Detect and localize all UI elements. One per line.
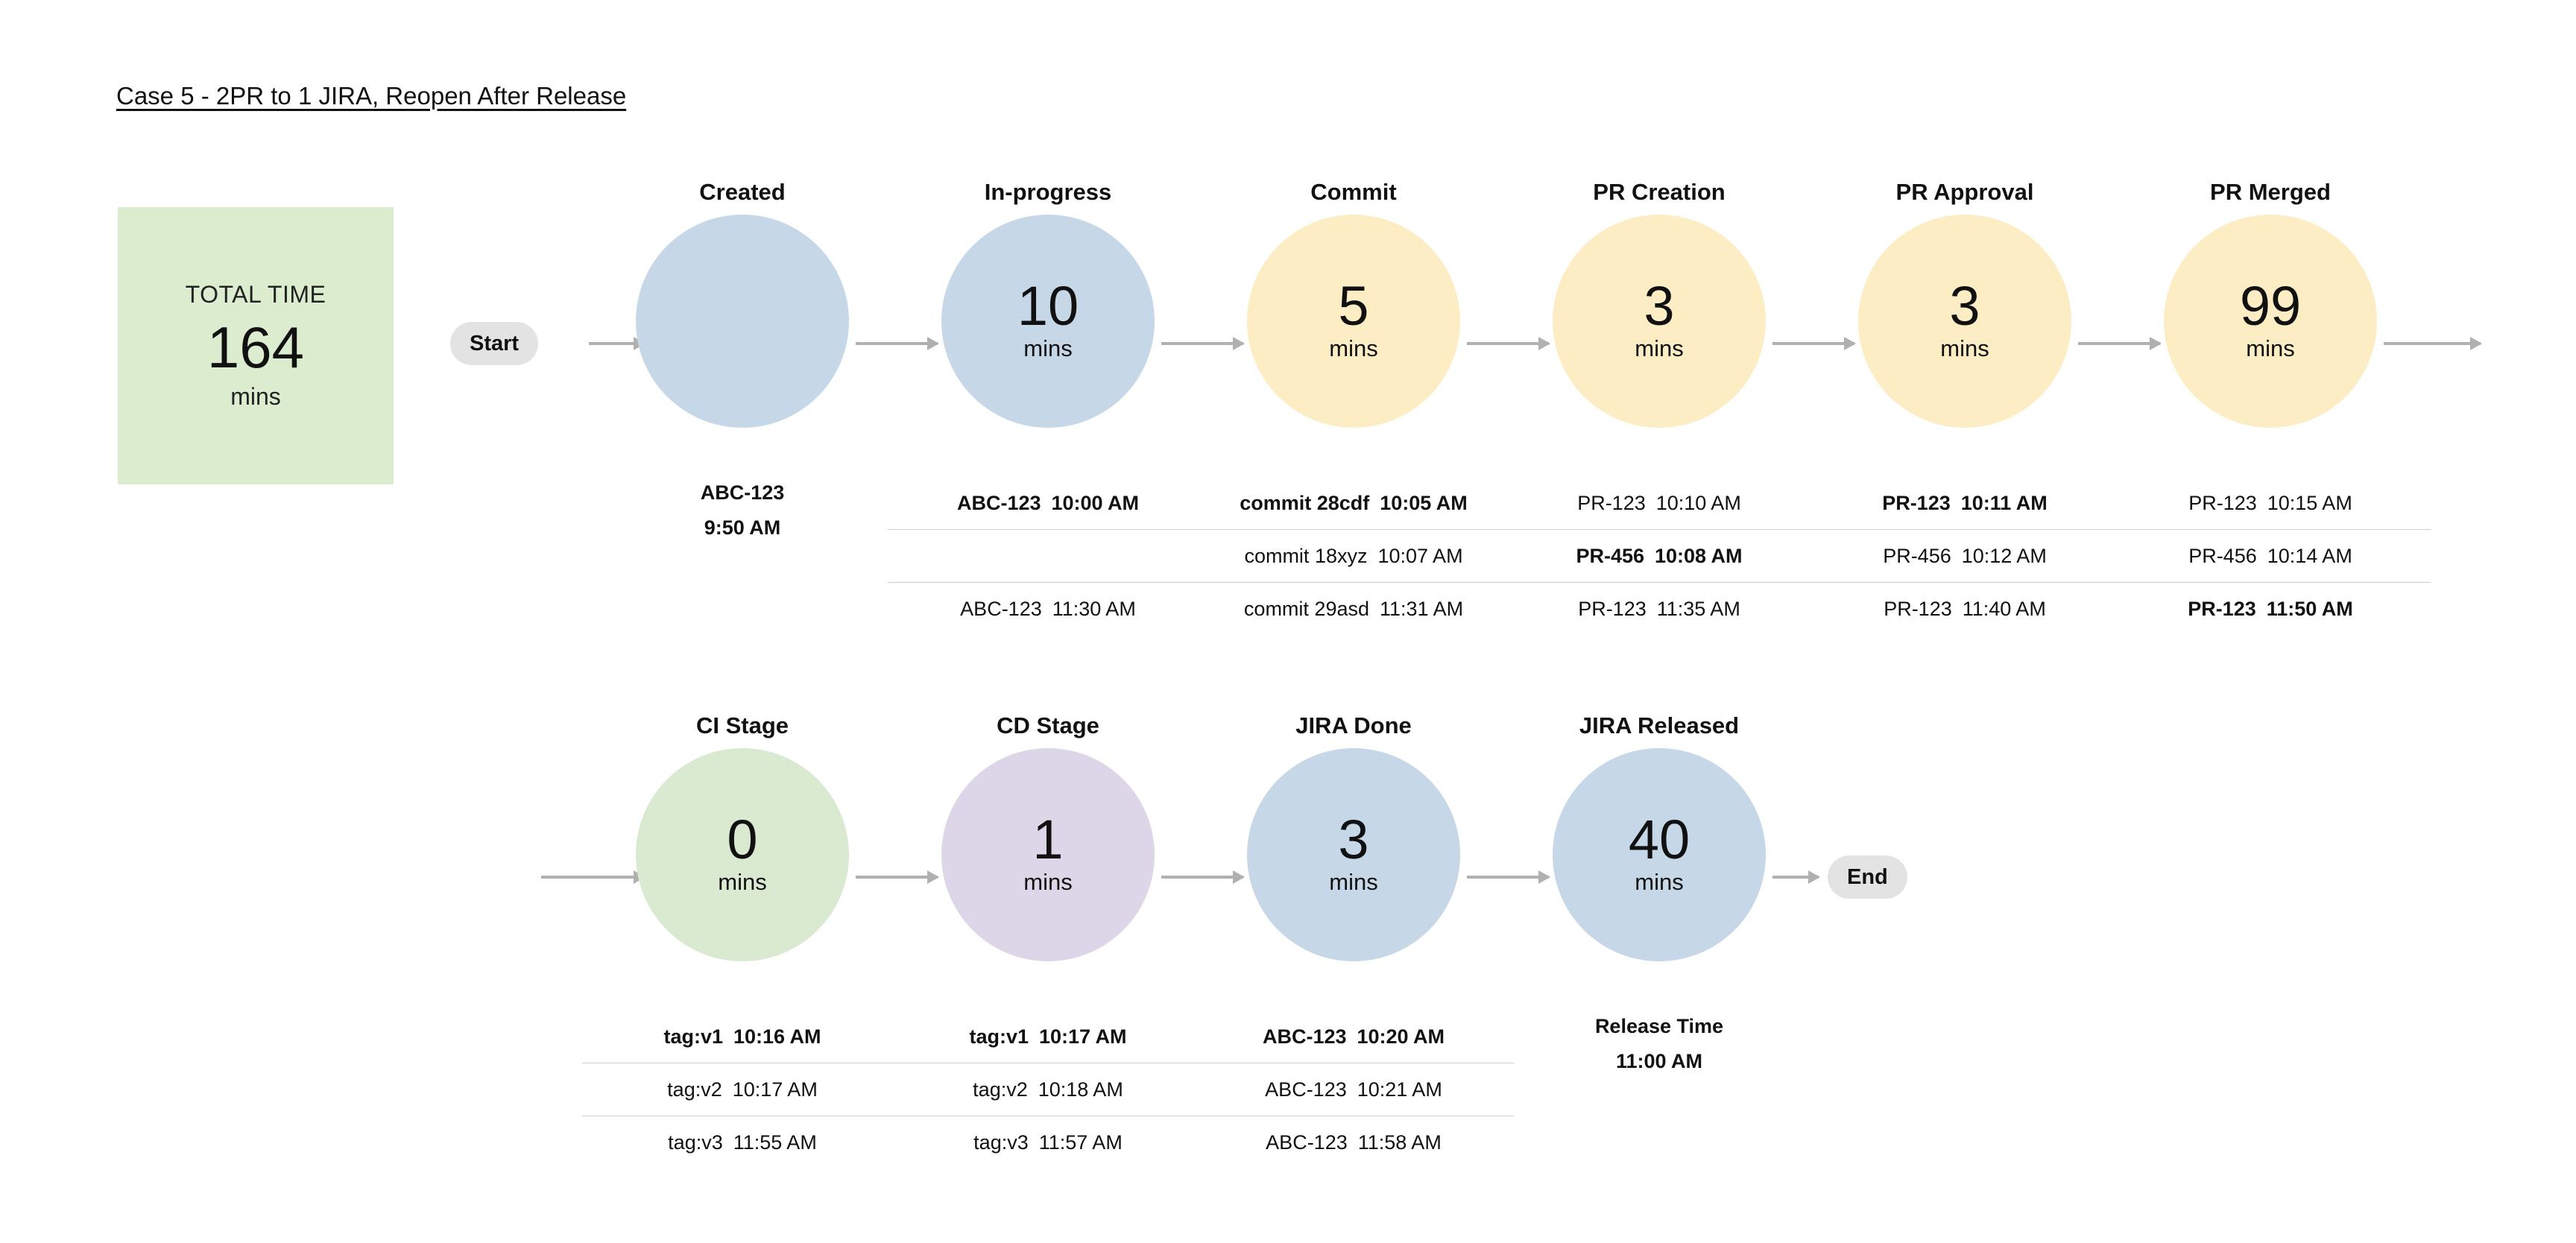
arrow-inprogress-to-commit xyxy=(1161,342,1243,345)
event-label: tag:v2 xyxy=(973,1078,1028,1101)
stage-events xyxy=(582,477,903,544)
stage-title: CD Stage xyxy=(997,712,1099,738)
arrow-prapproval-to-prmerged xyxy=(2078,342,2160,345)
arrow-cd-to-jira-done xyxy=(1161,876,1243,879)
stage-value: 99 xyxy=(2239,274,2302,337)
stage-title: CI Stage xyxy=(695,712,789,738)
stage-title: Commit xyxy=(1310,179,1397,205)
event-time: 10:21 AM xyxy=(1357,1078,1442,1101)
event-label: PR-123 xyxy=(1578,597,1647,620)
event-time: 11:55 AM xyxy=(733,1130,817,1154)
event-label: tag:v3 xyxy=(668,1130,723,1154)
stage-title: JIRA Done xyxy=(1295,712,1412,738)
stage-value: 3 xyxy=(1644,274,1675,337)
total-time-label: TOTAL TIME xyxy=(185,281,326,309)
event-row xyxy=(888,530,1208,583)
event-time: 11:58 AM xyxy=(1357,1130,1442,1154)
event-label: PR-456 xyxy=(1576,544,1644,567)
stage-bubble xyxy=(636,215,849,428)
stage-value: 3 xyxy=(1949,274,1980,337)
event-row xyxy=(2110,477,2431,530)
stage-title: Created xyxy=(699,179,786,205)
event-label: ABC-123 xyxy=(1266,1130,1348,1154)
end-pill: End xyxy=(1828,855,1907,899)
event-label: tag:v1 xyxy=(663,1025,723,1048)
stage-events xyxy=(888,477,1208,635)
event-label: tag:v3 xyxy=(973,1130,1029,1154)
event-time: 10:11 AM xyxy=(1960,491,2048,514)
event-label: commit 29asd xyxy=(1243,597,1369,620)
event-row xyxy=(888,477,1208,530)
stage-bubble xyxy=(1247,748,1460,961)
event-row xyxy=(1499,1010,1819,1078)
page-title: Case 5 - 2PR to 1 JIRA, Reopen After Release xyxy=(116,82,627,110)
event-time: 10:17 AM xyxy=(732,1078,818,1101)
event-label: PR-456 xyxy=(1883,544,1951,567)
event-row xyxy=(1193,477,1514,530)
event-row xyxy=(1805,530,2125,583)
event-row xyxy=(582,1010,903,1063)
stage-unit: mins xyxy=(1329,335,1378,362)
arrow-into-ci-stage xyxy=(541,876,644,879)
event-time: 11:30 AM xyxy=(1052,597,1136,620)
event-time: 10:18 AM xyxy=(1038,1078,1123,1101)
event-row xyxy=(1193,530,1514,583)
event-row xyxy=(1193,1116,1514,1168)
event-label: PR-123 xyxy=(2188,597,2256,620)
stage-unit: mins xyxy=(1635,869,1684,896)
stage-bubble xyxy=(636,748,849,961)
event-time: 10:12 AM xyxy=(1961,544,2047,567)
stage-title: PR Creation xyxy=(1593,179,1726,205)
event-row xyxy=(1499,530,1819,583)
arrow-commit-to-prcreation xyxy=(1467,342,1549,345)
event-time: 11:00 AM xyxy=(1615,1050,1703,1073)
stage-unit: mins xyxy=(1329,869,1378,896)
event-row xyxy=(1193,1010,1514,1063)
stage-bubble xyxy=(1553,215,1766,428)
stage-events xyxy=(582,1010,903,1168)
arrow-prmerged-to-next-row xyxy=(2384,342,2481,345)
stage-unit: mins xyxy=(1635,335,1684,362)
arrow-prcreation-to-prapproval xyxy=(1772,342,1854,345)
event-label: PR-123 xyxy=(1884,597,1952,620)
stage-events xyxy=(1499,1010,1819,1078)
event-time: 10:16 AM xyxy=(733,1025,821,1048)
stage-events xyxy=(1193,1010,1514,1168)
stage-unit: mins xyxy=(1023,869,1073,896)
event-time: 10:20 AM xyxy=(1357,1025,1445,1048)
stage-unit: mins xyxy=(2246,335,2295,362)
total-time-box xyxy=(118,207,394,484)
event-row xyxy=(888,1010,1208,1063)
stage-value: 5 xyxy=(1338,274,1369,337)
event-label: ABC-123 xyxy=(1265,1078,1347,1101)
event-time: 11:35 AM xyxy=(1656,597,1740,620)
event-time: 10:08 AM xyxy=(1655,544,1743,567)
event-label: tag:v2 xyxy=(667,1078,722,1101)
stage-title: PR Merged xyxy=(2210,179,2331,205)
event-time: 10:14 AM xyxy=(2267,544,2352,567)
stage-bubble xyxy=(1858,215,2071,428)
arrow-jira-done-to-released xyxy=(1467,876,1549,879)
event-row xyxy=(1499,583,1819,635)
stage-title: PR Approval xyxy=(1895,179,2034,205)
event-time: 11:57 AM xyxy=(1038,1130,1123,1154)
event-row xyxy=(888,583,1208,635)
stage-events xyxy=(1499,477,1819,635)
event-time: 10:05 AM xyxy=(1380,491,1468,514)
event-label: ABC-123 xyxy=(956,491,1041,514)
stage-events xyxy=(888,1010,1208,1168)
event-time: 10:15 AM xyxy=(2267,491,2352,514)
event-row xyxy=(1805,583,2125,635)
stage-value: 10 xyxy=(1017,274,1079,337)
event-row xyxy=(1193,583,1514,635)
event-row xyxy=(1805,477,2125,530)
stage-unit: mins xyxy=(718,869,767,896)
arrow-created-to-inprogress xyxy=(856,342,938,345)
stage-value: 1 xyxy=(1032,808,1064,870)
arrow-ci-to-cd xyxy=(856,876,938,879)
stage-events xyxy=(2110,477,2431,635)
event-label: PR-123 xyxy=(1882,491,1951,514)
event-row xyxy=(1499,477,1819,530)
event-time: 11:40 AM xyxy=(1962,597,2046,620)
stage-events xyxy=(1805,477,2125,635)
event-label: ABC-123 xyxy=(700,481,785,504)
event-row xyxy=(888,1063,1208,1116)
stage-value: 3 xyxy=(1338,808,1369,870)
stage-unit: mins xyxy=(1940,335,1989,362)
event-row xyxy=(1193,1063,1514,1116)
event-label: PR-123 xyxy=(1577,491,1646,514)
event-label: commit 28cdf xyxy=(1240,491,1370,514)
event-row xyxy=(2110,530,2431,583)
stage-bubble xyxy=(941,748,1155,961)
stage-bubble xyxy=(2164,215,2377,428)
stage-unit: mins xyxy=(1023,335,1073,362)
arrow-start-to-created xyxy=(589,342,644,345)
stage-bubble xyxy=(941,215,1155,428)
event-label: ABC-123 xyxy=(1262,1025,1347,1048)
event-time: 10:17 AM xyxy=(1038,1025,1127,1048)
event-label: ABC-123 xyxy=(960,597,1042,620)
stage-events xyxy=(1193,477,1514,635)
event-label: commit 18xyz xyxy=(1244,544,1368,567)
event-label: PR-123 xyxy=(2188,491,2257,514)
event-row xyxy=(582,1063,903,1116)
event-time: 10:00 AM xyxy=(1051,491,1140,514)
total-time-unit: mins xyxy=(230,382,281,410)
event-time: 11:50 AM xyxy=(2266,597,2353,620)
event-time: 10:07 AM xyxy=(1377,544,1463,567)
stage-bubble xyxy=(1553,748,1766,961)
event-time: 9:50 AM xyxy=(704,516,781,540)
event-label: Release Time xyxy=(1594,1015,1724,1037)
event-label: PR-456 xyxy=(2188,544,2257,567)
start-pill: Start xyxy=(450,322,538,365)
stage-title: JIRA Released xyxy=(1579,712,1740,738)
event-label: tag:v1 xyxy=(969,1025,1029,1048)
stage-title: In-progress xyxy=(984,179,1112,205)
event-row xyxy=(888,1116,1208,1168)
stage-value: 0 xyxy=(727,808,758,870)
arrow-released-to-end xyxy=(1772,876,1819,879)
stage-value: 40 xyxy=(1628,808,1690,870)
event-row xyxy=(582,1116,903,1168)
total-time-value: 164 xyxy=(206,314,305,381)
stage-bubble xyxy=(1247,215,1460,428)
event-time: 10:10 AM xyxy=(1655,491,1741,514)
event-row xyxy=(2110,583,2431,635)
event-time: 11:31 AM xyxy=(1380,597,1464,620)
event-row xyxy=(582,477,903,544)
